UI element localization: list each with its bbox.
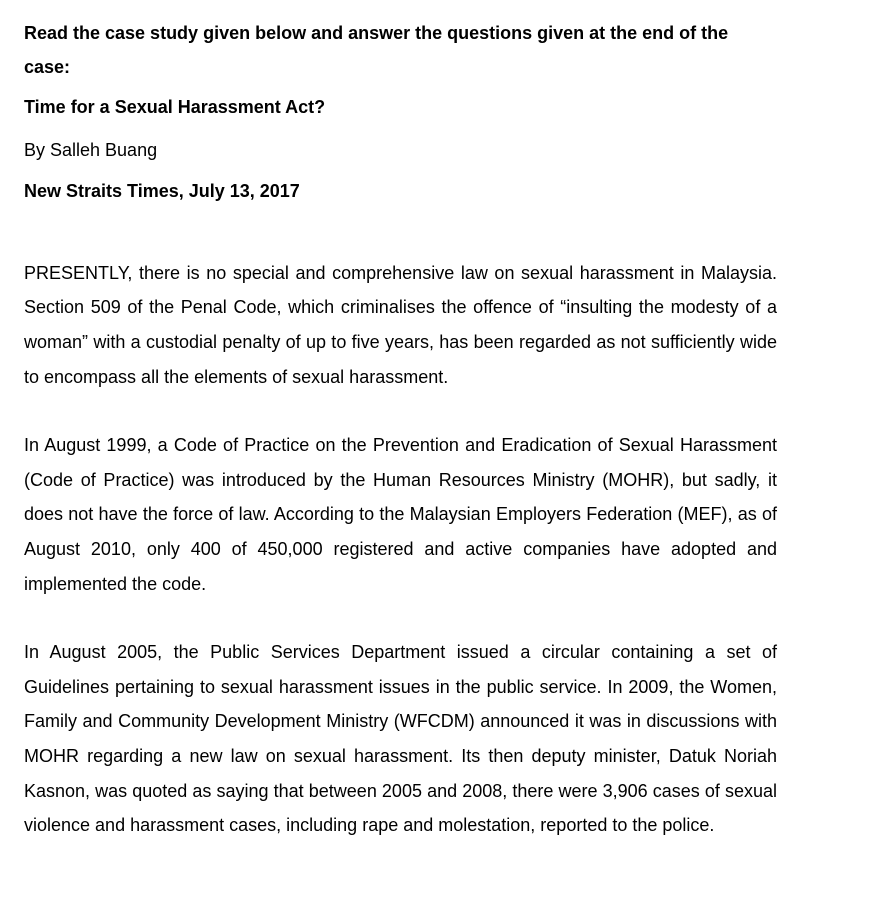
- paragraph-3: In August 2005, the Public Services Department issued a circular containing a set of Guidelines pertaining to sexual harassment issues in the public service. In 2009, the Women, Family and Community Development Ministry (WFCDM) announced it was in discussions with MOHR regarding a new law on sexual harassment. Its then deputy minister, Datuk Noriah Kasnon, was quoted as saying that between 2005 and 2008, there were 3,906 cases of sexual violence and harassment cases, including rape and molestation, reported to the police.: [24, 642, 777, 836]
- case-study-instruction: Read the case study given below and answer the questions given at the end of the case:: [24, 23, 729, 77]
- document-page: [24, 16, 777, 843]
- spacer: [24, 601, 777, 635]
- spacer: [24, 394, 777, 428]
- spacer: [24, 209, 777, 252]
- paragraph-1: PRESENTLY, there is no special and comprehensive law on sexual harassment in Malaysia. Section 509 of the Penal Code, which criminalises the offence of “insulting the modesty of a woman” with a custodial penalty of up to five years, has been regarded as not sufficiently wide to encompass all the elements of sexual harassment.: [24, 262, 777, 387]
- article-title: Time for a Sexual Harassment Act?: [24, 97, 326, 117]
- article-byline: By Salleh Buang: [24, 139, 158, 160]
- paragraph-2: In August 1999, a Code of Practice on the Prevention and Eradication of Sexual Harassment (Code of Practice) was introduced by the Human Resources Ministry (MOHR), but sadly, it does not have the force of law. According to the Malaysian Employers Federation (MEF), as of August 2010, only 400 of 450,000 registered and active companies have adopted and implemented the code.: [24, 435, 777, 594]
- article-source: New Straits Times, July 13, 2017: [24, 181, 300, 202]
